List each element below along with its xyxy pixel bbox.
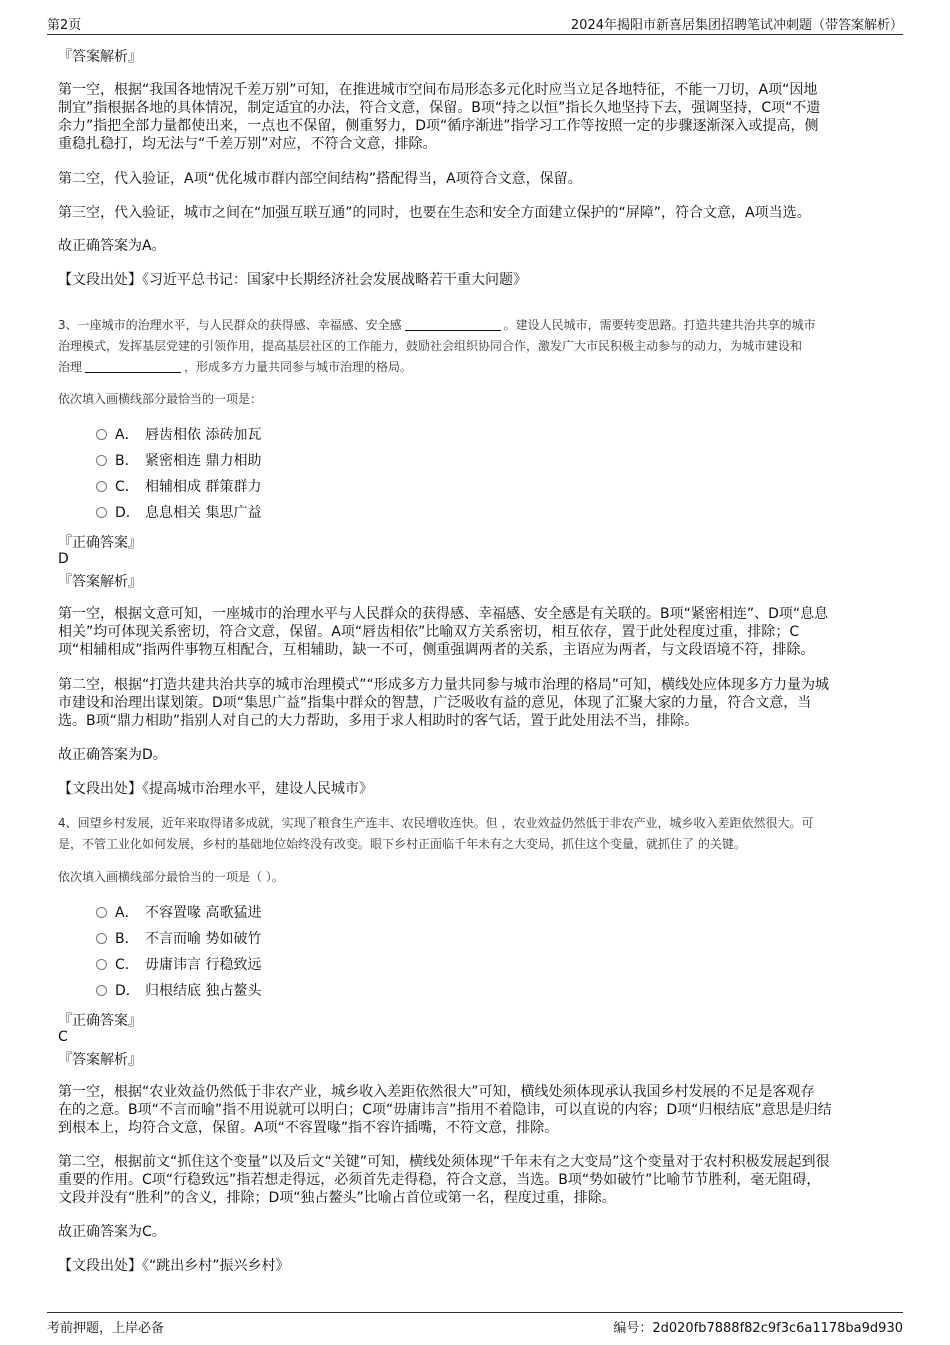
q4-source: 【文段出处】《“跳出乡村”振兴乡村》 — [58, 1258, 290, 1274]
option-text: 归根结底 独占鳌头 — [145, 983, 262, 999]
q3-text-part: ，形成多方力量共同参与城市治理的格局。 — [184, 360, 413, 374]
q4-answer-label: 『正确答案』 — [58, 1013, 142, 1029]
option-text: 相辅相成 群策群力 — [145, 479, 262, 495]
q4-analysis-line: 第二空，根据前文“抓住这个变量”以及后文“关键”可知，横线处须体现“千年未有之大变局”这个变量对于农村积极发展起到很 — [58, 1154, 830, 1170]
q2-source: 【文段出处】《习近平总书记：国家中长期经济社会发展战略若干重大问题》 — [58, 272, 527, 288]
document-title: 2024年揭阳市新喜居集团招聘笔试冲刺题（带答案解析） — [570, 18, 903, 33]
radio-icon[interactable] — [96, 933, 107, 944]
option-letter: B． — [115, 931, 139, 947]
option-text: 不容置喙 高歌猛进 — [145, 905, 262, 921]
option-letter: C． — [115, 957, 139, 973]
option-letter: B． — [115, 453, 139, 469]
q4-text-line: 是，不管工业化如何发展，乡村的基础地位始终没有改变。眼下乡村正面临千年未有之大变局，抓住这个变量，就抓住了 的关键。 — [58, 837, 746, 851]
q4-analysis-line: 重要的作用。C项“行稳致远”指若想走得远，必须首先走得稳，符合文意，当选。B项“势如破竹”比喻节节胜利，毫无阻碍， — [58, 1172, 821, 1188]
option-text: 紧密相连 鼎力相助 — [145, 453, 262, 469]
q3-text-part: 治理 — [58, 360, 83, 374]
option-letter: A． — [115, 427, 139, 443]
q4-analysis-line: 在的之意。B项“不言而喻”指不用说就可以明白；C项“毋庸讳言”指用不着隐讳，可以直说的内容；D项“归根结底”意思是归结 — [58, 1102, 832, 1118]
q4-answer: C — [58, 1029, 68, 1045]
option-text: 不言而喻 势如破竹 — [145, 931, 262, 947]
q2-conclusion: 故正确答案为A。 — [58, 238, 166, 254]
page-header — [47, 12, 903, 35]
q3-analysis-line: 项“相辅相成”指两件事物互相配合，互相辅助，缺一不可，侧重强调两者的关系，主语应为两者，与文段语境不符，排除。 — [58, 642, 815, 658]
option-letter: C． — [115, 479, 139, 495]
radio-icon[interactable] — [96, 429, 107, 440]
q3-option-b[interactable] — [96, 451, 261, 471]
q3-source: 【文段出处】《提高城市治理水平，建设人民城市》 — [58, 781, 373, 797]
q3-answer: D — [58, 551, 69, 567]
q3-option-c[interactable] — [96, 477, 261, 497]
option-letter: A． — [115, 905, 139, 921]
option-text: 息息相关 集思广益 — [145, 505, 262, 521]
radio-icon[interactable] — [96, 907, 107, 918]
q3-text-part: 3、一座城市的治理水平，与人民群众的获得感、幸福感、安全感 — [58, 318, 402, 332]
page-footer — [47, 1312, 903, 1335]
q3-analysis-line: 第一空，根据文意可知，一座城市的治理水平与人民群众的获得感、幸福感、安全感是有关联的。B项“紧密相连”、D项“息息 — [58, 606, 829, 622]
q3-text-part: 。建设人民城市，需要转变思路。打造共建共治共享的城市 — [503, 318, 816, 332]
radio-icon[interactable] — [96, 985, 107, 996]
q3-conclusion: 故正确答案为D。 — [58, 747, 167, 763]
q3-analysis-line: 市建设和治理出谋划策。D项“集思广益”指集中群众的智慧，广泛吸收有益的意见，体现了汇聚大家的力量，符合文意，当 — [58, 695, 812, 711]
q4-analysis-para-1 — [58, 1083, 898, 1137]
option-text: 毋庸讳言 行稳致远 — [145, 957, 262, 973]
footer-slogan: 考前押题，上岸必备 — [47, 1321, 165, 1336]
q3-analysis-line: 第二空，根据“打造共建共治共享的城市治理模式”“形成多方力量共同参与城市治理的格局”可知，横线处应体现多方力量为城 — [58, 677, 830, 693]
q4-conclusion: 故正确答案为C。 — [58, 1224, 166, 1240]
q2-analysis-line: 余力”指把全部力量都使出来，一点也不保留，侧重努力，D项“循序渐进”指学习工作等按照一定的步骤逐渐深入或提高，侧 — [58, 118, 819, 134]
q3-analysis-line: 选。B项“鼎力相助”指别人对自己的大力帮助，多用于求人相助时的客气话，置于此处用法不当，排除。 — [58, 713, 699, 729]
page-number: 第2页 — [47, 18, 82, 33]
q3-answer-label: 『正确答案』 — [58, 535, 142, 551]
q4-option-d[interactable] — [96, 981, 261, 1001]
answer-blank — [405, 316, 501, 331]
q4-analysis-line: 文段并没有“胜利”的含义，排除；D项“独占鳌头”比喻占首位或第一名，程度过重，排除。 — [58, 1190, 616, 1206]
answer-blank — [85, 358, 181, 373]
q4-option-b[interactable] — [96, 929, 261, 949]
document-id: 编号：2d020fb7888f82c9f3c6a1178ba9d930 — [613, 1321, 903, 1336]
option-letter: D． — [115, 983, 140, 999]
q3-analysis-line: 相关”均可体现关系密切，符合文意，保留。A项“唇齿相依”比喻双方关系密切，相互依存，置于此处程度过重，排除；C — [58, 624, 800, 640]
q3-option-d[interactable] — [96, 503, 261, 523]
radio-icon[interactable] — [96, 507, 107, 518]
q2-analysis-para-2: 第二空，代入验证，A项“优化城市群内部空间结构”搭配得当，A项符合文意，保留。 — [58, 171, 582, 187]
q4-text-line: 4、回望乡村发展，近年来取得诸多成就，实现了粮食生产连丰、农民增收连快。但 ，农业效益仍然低于非农产业，城乡收入差距依然很大。可 — [58, 816, 814, 830]
q4-prompt: 依次填入画横线部分最恰当的一项是（ ）。 — [58, 870, 284, 884]
q2-analysis-line: 第一空，根据“我国各地情况千差万别”可知，在推进城市空间布局形态多元化时应当立足各地特征，不能一刀切，A项“因地 — [58, 82, 818, 98]
q4-analysis-line: 到根本上，均符合文意，保留。A项“不容置喙”指不容许插嘴，不符文意，排除。 — [58, 1120, 559, 1136]
q2-analysis-label: 『答案解析』 — [58, 49, 142, 65]
q2-analysis-line: 制宜”指根据各地的具体情况，制定适宜的办法，符合文意，保留。B项“持之以恒”指长久地坚持下去，强调坚持，C项“不遗 — [58, 100, 821, 116]
q3-analysis-para-1 — [58, 605, 898, 659]
q3-prompt: 依次填入画横线部分最恰当的一项是： — [58, 392, 263, 406]
q3-analysis-para-2 — [58, 676, 898, 730]
q2-analysis-para-1 — [58, 81, 898, 153]
q4-option-c[interactable] — [96, 955, 261, 975]
q2-analysis-para-3: 第三空，代入验证，城市之间在“加强互联互通”的同时，也要在生态和安全方面建立保护的“屏障”，符合文意，A项当选。 — [58, 205, 811, 221]
q4-analysis-label: 『答案解析』 — [58, 1052, 142, 1068]
radio-icon[interactable] — [96, 455, 107, 466]
q4-analysis-para-2 — [58, 1153, 898, 1207]
radio-icon[interactable] — [96, 481, 107, 492]
q3-option-a[interactable] — [96, 425, 261, 445]
q3-analysis-label: 『答案解析』 — [58, 574, 142, 590]
q4-analysis-line: 第一空，根据“农业效益仍然低于非农产业，城乡收入差距依然很大”可知，横线处须体现承认我国乡村发展的不足是客观存 — [58, 1084, 815, 1100]
q4-question-text — [58, 813, 898, 855]
option-text: 唇齿相依 添砖加瓦 — [145, 427, 262, 443]
q4-option-a[interactable] — [96, 903, 261, 923]
radio-icon[interactable] — [96, 959, 107, 970]
option-letter: D． — [115, 505, 140, 521]
q3-question-text — [58, 315, 898, 378]
q3-text-part: 治理模式，发挥基层党建的引领作用，提高基层社区的工作能力，鼓励社会组织协同合作，激发广大市民积极主动参与的动力，为城市建设和 — [58, 339, 803, 353]
q2-analysis-line: 重稳扎稳打，均无法与“千差万别”对应，不符合文意，排除。 — [58, 136, 437, 152]
